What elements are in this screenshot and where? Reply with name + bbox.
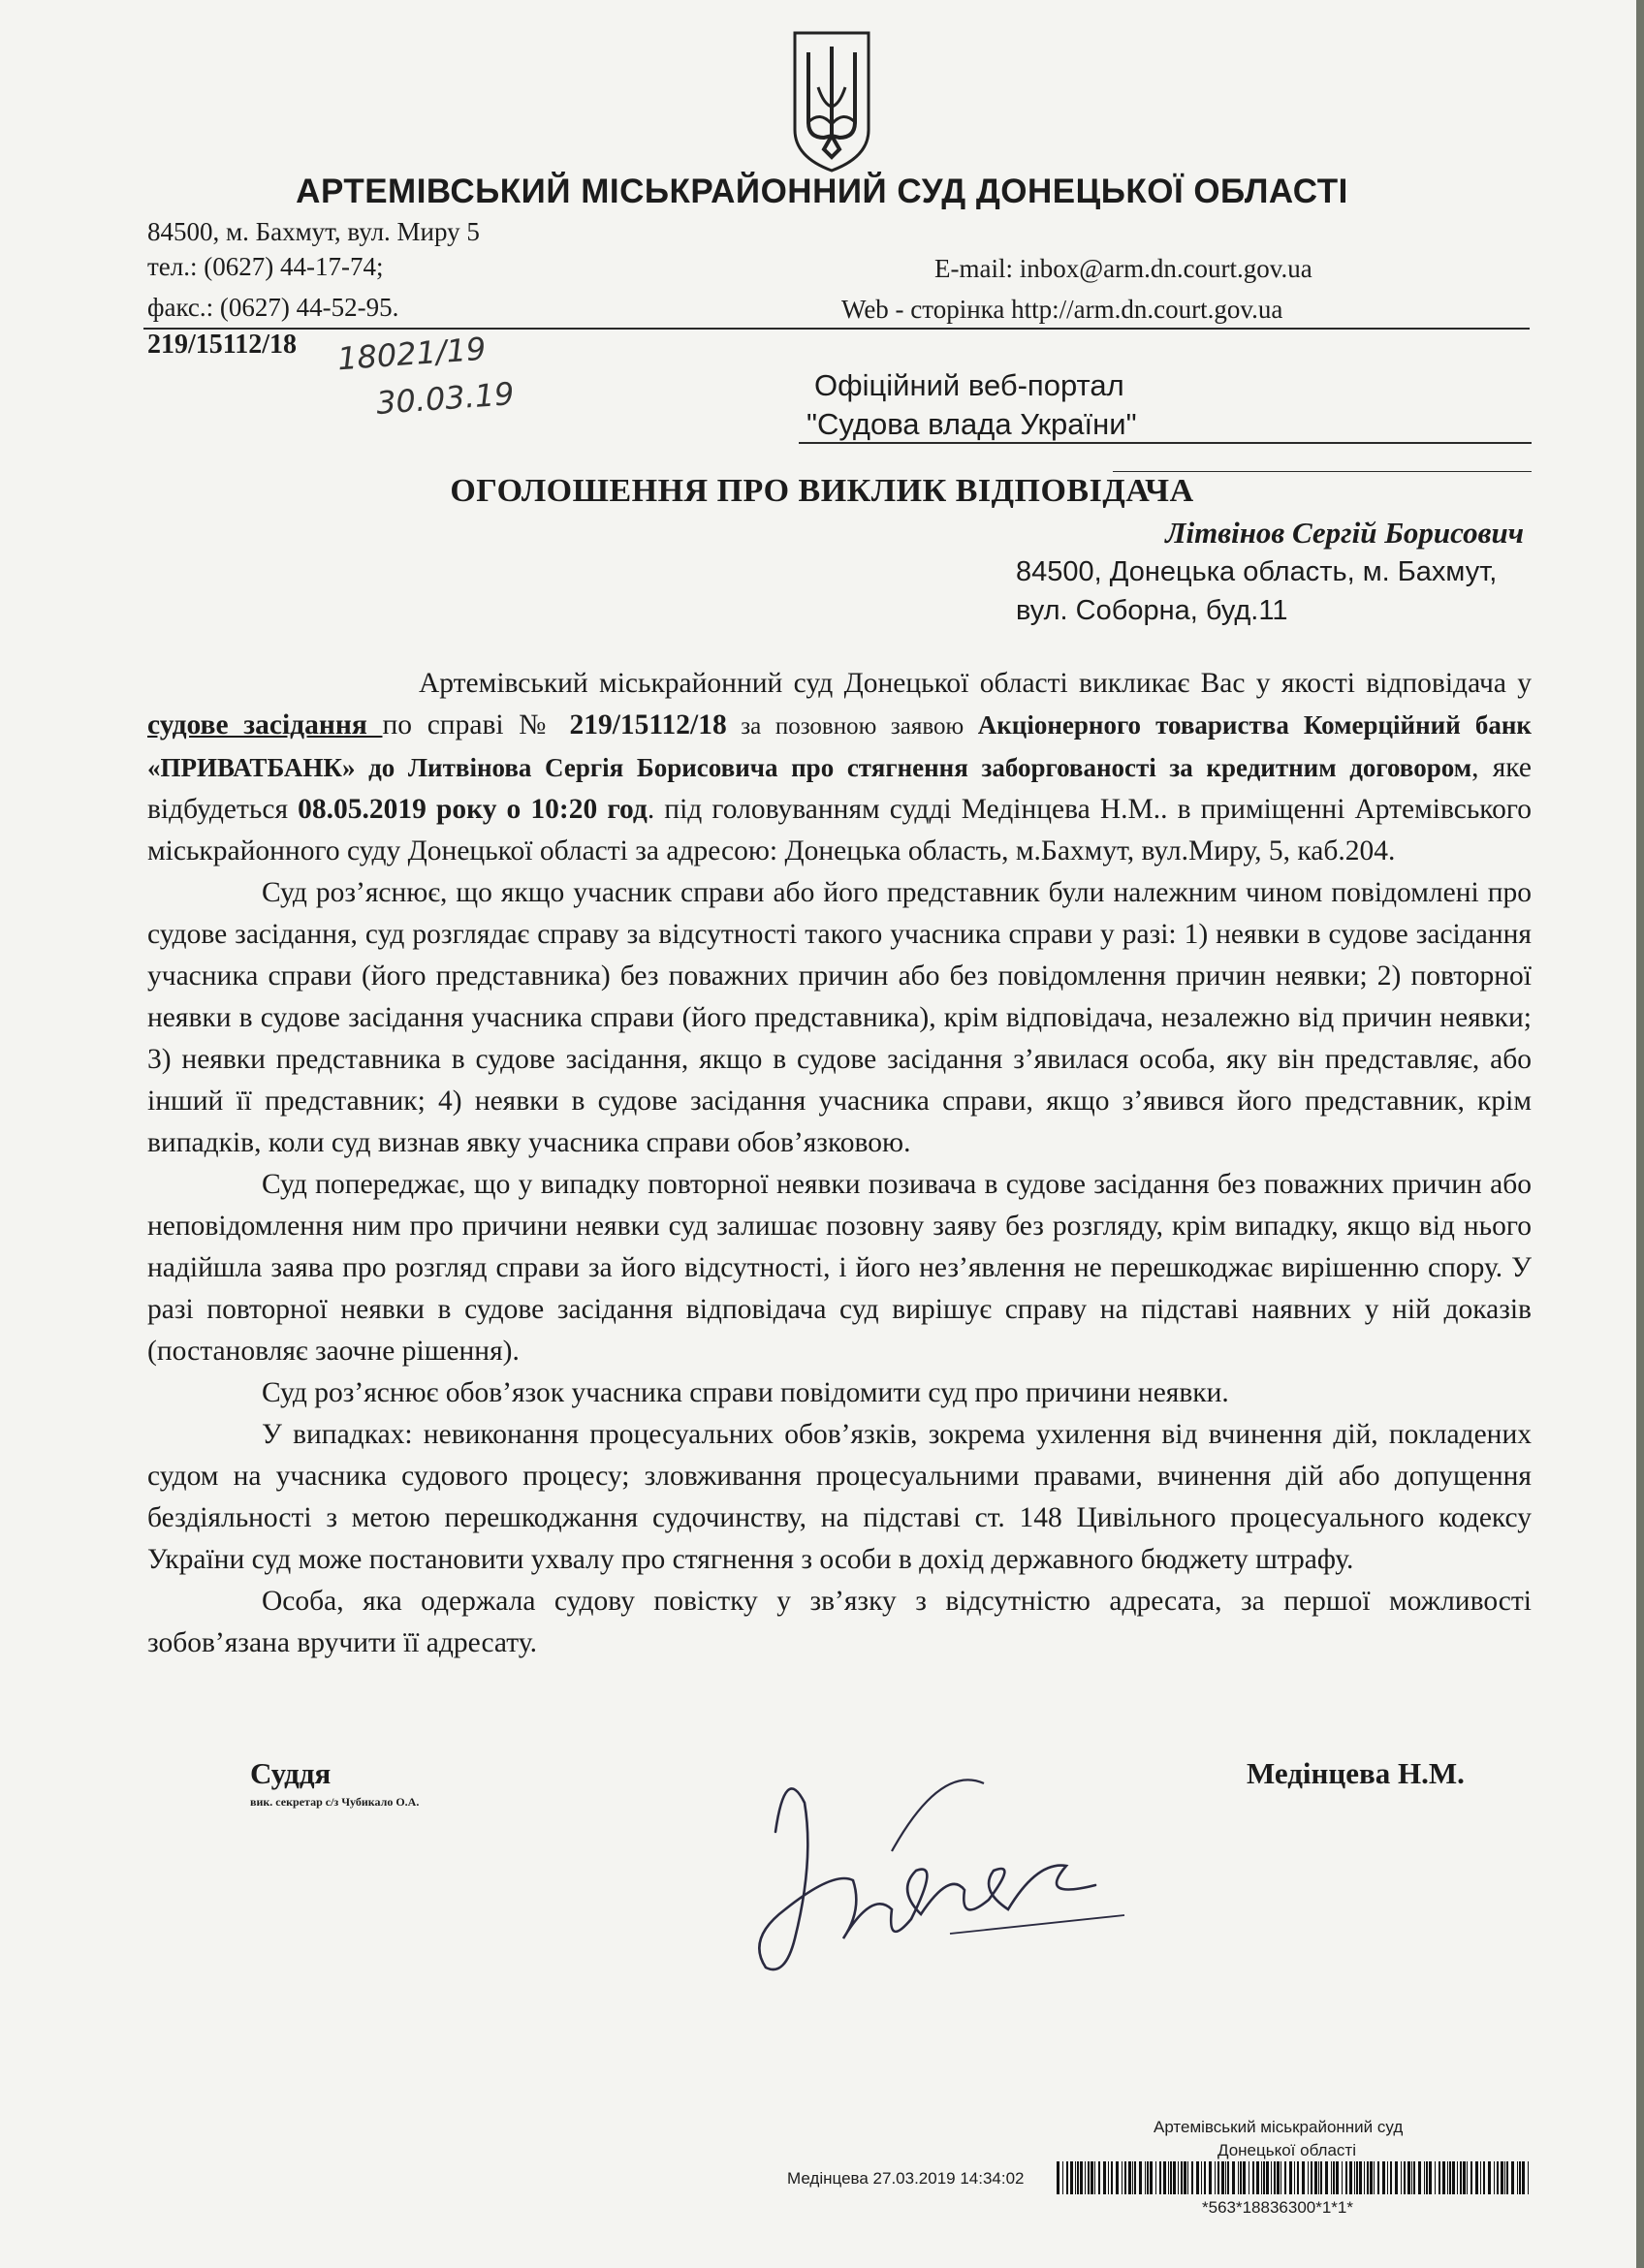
summons-text: Артемівський міськрайонний суд Донецької області викликає Вас у якості відповідача у	[419, 668, 1532, 699]
notice-title: ОГОЛОШЕННЯ ПРО ВИКЛИК ВІДПОВІДАЧА	[450, 473, 1194, 509]
hearing-term: судове засідання	[147, 709, 383, 740]
barcode-number: *563*18836300*1*1*	[1202, 2198, 1353, 2217]
summons-paragraph	[147, 663, 1532, 872]
respondent-address-2: вул. Соборна, буд.11	[1016, 595, 1288, 626]
stamp-region: Донецької області	[1217, 2141, 1356, 2159]
judge-name: Медінцева Н.М.	[1247, 1756, 1465, 1790]
stamp-signed: Медінцева 27.03.2019 14:34:02	[787, 2169, 1025, 2188]
hearing-datetime: 08.05.2019 року о 10:20 год	[298, 794, 648, 825]
stamp-court: Артемівський міськрайонний суд	[1154, 2118, 1404, 2136]
court-title: АРТЕМІВСЬКИЙ МІСЬКРАЙОННИЙ СУД ДОНЕЦЬКОЇ ОБЛАСТІ	[296, 173, 1348, 210]
title-rule	[1113, 471, 1532, 472]
claim-description: Акціонерного товариства Комерційний банк «ПРИВАТБАНК» до Литвінова Сергія Борисовича про стягнення заборгованості за кредитним договором	[147, 710, 1532, 782]
barcode	[1057, 2161, 1532, 2194]
delivery-paragraph: Особа, яка одержала судову повістку у зв’язку з відсутністю адресата, за першої можливості зобов’язана вручити її адресату.	[147, 1586, 1532, 1658]
summons-text: , яке відбудеться	[147, 752, 1532, 825]
handwritten-date: 30.03.19	[374, 375, 516, 422]
recipient-divider	[799, 442, 1532, 444]
summons-text: по справі №	[382, 709, 570, 740]
court-fax: факс.: (0627) 44-52-95.	[147, 293, 399, 322]
handwritten-registration: 18021/19	[335, 330, 488, 378]
secretary-note: вик. секретар с/з Чубикало О.А.	[250, 1795, 420, 1809]
case-reference: 219/15112/18	[569, 709, 727, 740]
respondent-name: Літвінов Сергій Борисович	[1165, 516, 1524, 550]
absence-rules-paragraph: Суд роз’яснює, що якщо учасник справи або його представник були належним чином повідомлені про судове засідання, суд розглядає справу за відсутності такого учасника справи у разі: 1) неявки в судове засідання учасника справи (його представника) без поважних причин або без повідомлення причин неявки; 2) повторної неявки в судове засідання учасника справи (його представника), крім відповідача, незалежно від причин неявки; 3) неявки представника в судове засідання, якщо в судове засідання з’явилася особа, яку він представляє, або інший її представник; 4) неявки в судове засідання учасника справи, якщо з’явився його представник, крім випадків, коли суд визнав явку учасника справи обов’язковою.	[147, 877, 1532, 1158]
recipient-line2: "Судова влада України"	[806, 407, 1137, 441]
case-number: 219/15112/18	[147, 330, 298, 360]
scan-edge	[1636, 0, 1644, 2268]
court-address: 84500, м. Бахмут, вул. Миру 5	[147, 217, 480, 246]
recipient-line1: Офіційний веб-портал	[814, 368, 1124, 402]
respondent-address-1: 84500, Донецька область, м. Бахмут,	[1016, 556, 1498, 587]
court-phone: тел.: (0627) 44-17-74;	[147, 252, 384, 281]
judge-label: Суддя	[250, 1756, 332, 1790]
trident-emblem-icon	[785, 29, 878, 173]
penalty-paragraph: У випадках: невиконання процесуальних обов’язків, зокрема ухилення від вчинення дій, покладених судом на учасника судового процесу; зловживання процесуальними правами, вчинення дій або допущення бездіяльності з метою перешкоджання судочинству, на підставі ст. 148 Цивільного процесуального кодексу України суд може постановити ухвалу про стягнення з особи в дохід державного бюджету штрафу.	[147, 1419, 1532, 1575]
notice-body	[147, 663, 1532, 1664]
court-website: Web - сторінка http://arm.dn.court.gov.ua	[841, 295, 1283, 324]
warning-paragraph: Суд попереджає, що у випадку повторної неявки позивача в судове засідання без поважних причин або неповідомлення ним про причини неявки суд залишає позовну заяву без розгляду, крім випадку, якщо від нього надійшла заява про розгляд справи за його відсутності, і його нез’явлення не перешкоджає вирішенню спору. У разі повторної неявки в судове засідання відповідача суд вирішує справу на підставі наявних у ній доказів (постановляє заочне рішення).	[147, 1169, 1532, 1367]
header-divider	[143, 328, 1530, 330]
summons-text: за позовною заявою	[726, 713, 978, 740]
judge-signature	[746, 1745, 1134, 1987]
obligation-paragraph: Суд роз’яснює обов’язок учасника справи повідомити суд про причини неявки.	[262, 1377, 1229, 1408]
summons-text: . під головуванням судді Медінцева Н.М.. в приміщенні Артемівського міськрайонного суду Донецької області за адресою: Донецька область, м.Бахмут, вул.Миру, 5, каб.204.	[147, 794, 1532, 866]
court-email: E-mail: inbox@arm.dn.court.gov.ua	[934, 254, 1312, 283]
